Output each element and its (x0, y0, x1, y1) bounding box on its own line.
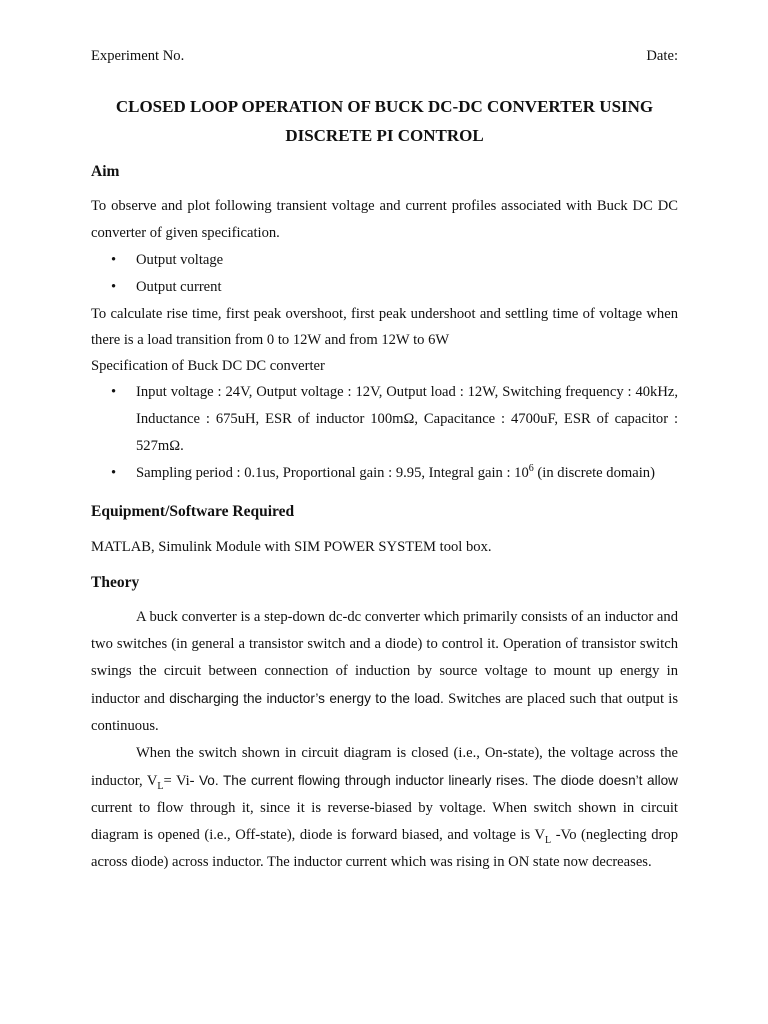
list-item: • Input voltage : 24V, Output voltage : 12V, Output load : 12W, Switching frequency : 40kHz, Inductance : 675uH, ESR of inductor 100mΩ, Capacitance : 4700uF, ESR of capacitor : 527mΩ. (91, 379, 678, 460)
bullet-icon: • (111, 252, 117, 268)
bullet-icon: • (111, 465, 117, 481)
aim-intro: To observe and plot following transient voltage and current profiles associated with Buck DC DC converter of given specification. (91, 198, 678, 241)
spec-bullet-list (91, 379, 678, 487)
date-label: Date: (646, 48, 678, 64)
experiment-label: Experiment No. (91, 48, 185, 64)
equipment-heading: Equipment/Software Required (91, 503, 295, 520)
spec-heading: Specification of Buck DC DC converter (91, 358, 325, 374)
equipment-text: MATLAB, Simulink Module with SIM POWER SYSTEM tool box. (91, 539, 492, 555)
theory-heading: Theory (91, 574, 140, 591)
aim-calc-text: To calculate rise time, first peak overshoot, first peak undershoot and settling time of voltage when there is a load transition from 0 to 12W and from 12W to 6W (91, 306, 678, 348)
list-item: • Output current (91, 274, 678, 301)
bullet-icon: • (111, 279, 117, 295)
page-header (91, 45, 678, 67)
bullet-icon: • (111, 384, 117, 400)
aim-bullet-list (91, 247, 678, 301)
title-line-2: DISCRETE PI CONTROL (285, 126, 484, 145)
exponent: 6 (528, 463, 534, 475)
list-item: • Output voltage (91, 247, 678, 274)
aim-heading: Aim (91, 163, 120, 180)
list-item: • Sampling period : 0.1us, Proportional gain : 9.95, Integral gain : $10^6$ (in discrete domain) (91, 460, 678, 487)
document-page (91, 45, 678, 876)
theory-paragraph-2: When the switch shown in circuit diagram is closed (i.e., On-state), the voltage across the inductor, $V_L= Vi-$ Vo. The current flowing through inductor linearly rises. The diode doesn’t allow current to flow through it, since it is reverse-biased by voltage. When switch shown in circuit diagram is opened (i.e., Off-state), diode is forward biased, and voltage is $V_L$ -Vo (neglecting drop across diode) across inductor. The inductor current which was rising in ON state now decreases. (91, 745, 678, 870)
document-title (91, 92, 678, 150)
theory-paragraph-1: A buck converter is a step-down dc-dc converter which primarily consists of an inductor and two switches (in general a transistor switch and a diode) to control it. Operation of transistor switch swings the circuit between connection of induction by source voltage to mount up energy in inductor and discharging the inductor’s energy to the load. Switches are placed such that output is continuous. (91, 609, 679, 734)
title-line-1: CLOSED LOOP OPERATION OF BUCK DC-DC CONVERTER USING (115, 97, 654, 116)
